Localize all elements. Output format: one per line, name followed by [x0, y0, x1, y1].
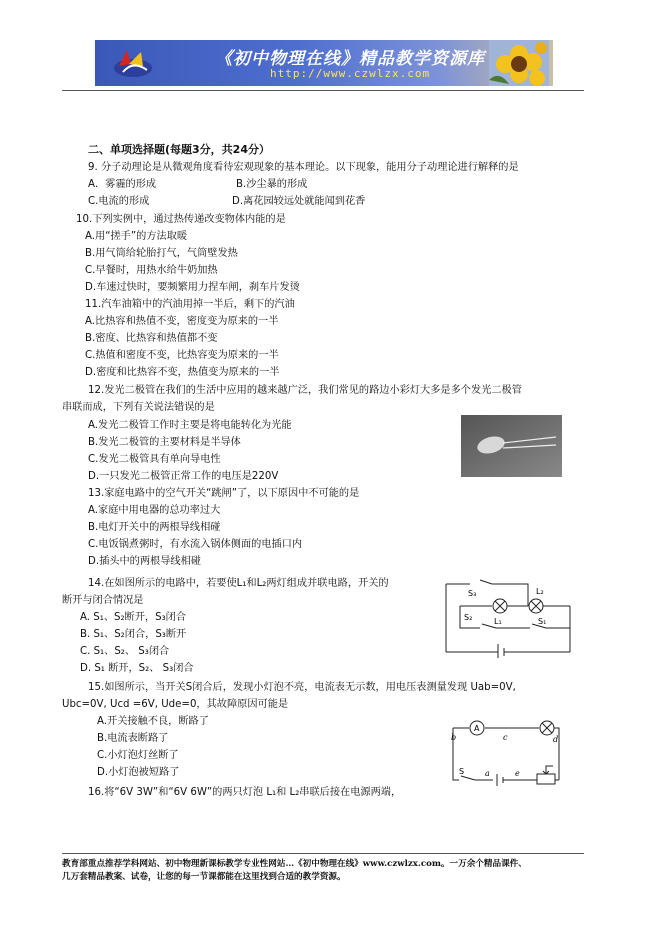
- label-c: c: [503, 733, 508, 742]
- q13-option-c: C.电饭锅煮粥时，有水流入锅体侧面的电插口内: [88, 539, 303, 550]
- label-a: a: [485, 769, 490, 778]
- label-s: S: [459, 767, 465, 776]
- q15-option-a: A.开关接触不良，断路了: [97, 716, 209, 727]
- q12-option-a: A.发光二极管工作时主要是将电能转化为光能: [88, 420, 292, 431]
- q11-stem: 11.汽车油箱中的汽油用掉一半后，剩下的汽油: [85, 299, 295, 310]
- q12-stem: 12.发光二极管在我们的生活中应用的越来越广泛，我们常见的路边小彩灯大多是多个发光二极管: [88, 385, 522, 396]
- q10-option-a: A.用“搓手”的方法取暖: [85, 231, 188, 242]
- footer-line-2: 几万套精品教案、试卷，让您的每一节课都能在这里找到合适的教学资源。: [62, 872, 346, 882]
- q10-option-c: C.早餐时，用热水给牛奶加热: [85, 265, 218, 276]
- q16-stem: 16.将“6V 3W”和“6V 6W”的两只灯泡 L₁和 L₂串联后接在电源两端，: [88, 787, 402, 798]
- q12-stem-cont: 串联而成，下列有关说法错误的是: [62, 402, 215, 413]
- q13-option-a: A.家庭中用电器的总功率过大: [88, 505, 221, 516]
- label-s2: S₂: [464, 613, 473, 622]
- site-logo-icon: [113, 46, 153, 80]
- led-icon: [461, 415, 562, 477]
- section-heading: 二、单项选择题(每题3分，共24分）: [88, 143, 270, 156]
- switch-s3-icon: [446, 580, 500, 584]
- q12-option-c: C.发光二极管具有单向导电性: [88, 454, 221, 465]
- label-l2: L₂: [536, 587, 544, 596]
- footer-rule: [62, 853, 584, 854]
- circuit-diagram-q15: [447, 718, 565, 790]
- banner-title: 《初中物理在线》精品教学资源库: [215, 49, 485, 69]
- circuit-diagram-q14: [440, 578, 576, 658]
- label-b: b: [451, 733, 457, 742]
- q10-option-b: B.用气筒给轮胎打气，气筒壁发热: [85, 248, 238, 259]
- q15-stem-cont: Ubc=0V, Ucd =6V, Ude=0，其故障原因可能是: [62, 699, 289, 710]
- label-s1: S₁: [538, 617, 547, 626]
- label-d: d: [553, 735, 559, 744]
- q14-option-b: B. S₁、S₂闭合，S₃断开: [80, 629, 187, 640]
- q12-option-d: D.一只发光二极管正常工作的电压是220V: [88, 471, 279, 482]
- q14-stem: 14.在如图所示的电路中，若要使L₁和L₂两灯组成并联电路，开关的: [88, 578, 389, 589]
- q14-option-c: C. S₁、S₂、 S₃闭合: [80, 646, 170, 657]
- q11-option-b: B.密度、比热容和热值都不变: [85, 333, 218, 344]
- q15-option-c: C.小灯泡灯丝断了: [97, 750, 179, 761]
- label-e: e: [515, 769, 520, 778]
- q15-option-d: D.小灯泡被短路了: [97, 767, 180, 778]
- q11-option-d: D.密度和比热容不变，热值变为原来的一半: [85, 367, 280, 378]
- q15-option-b: B.电流表断路了: [97, 733, 169, 744]
- q11-option-c: C.热值和密度不变，比热容变为原来的一半: [85, 350, 279, 361]
- q14-option-a: A. S₁、S₂断开，S₃闭合: [80, 612, 187, 623]
- q14-option-d: D. S₁ 断开，S₂、 S₃闭合: [80, 663, 194, 674]
- q13-stem: 13.家庭电路中的空气开关“跳闸”了，以下原因中不可能的是: [88, 488, 360, 499]
- label-s3: S₃: [468, 589, 477, 598]
- q11-option-a: A.比热容和热值不变，密度变为原来的一半: [85, 316, 279, 327]
- label-l1: L₁: [494, 617, 502, 626]
- q9-option-a: A．雾霾的形成: [88, 179, 157, 190]
- header-rule: [62, 90, 584, 91]
- header-banner: [95, 40, 553, 86]
- q9-option-c: C.电流的形成: [88, 196, 150, 207]
- q13-option-b: B.电灯开关中的两根导线相碰: [88, 522, 221, 533]
- q10-option-d: D.车速过快时，要频繁用力捏车闸，刹车片发烫: [85, 282, 300, 293]
- led-photo: [461, 415, 562, 477]
- q15-stem: 15.如图所示，当开关S闭合后，发现小灯泡不亮，电流表无示数，用电压表测量发现 Uab=0V,: [88, 682, 516, 693]
- q14-stem-cont: 断开与闭合情况是: [62, 595, 144, 606]
- q9-option-d: D.离花园较远处就能闻到花香: [232, 196, 366, 207]
- footer-line-1: 教育部重点推荐学科网站、初中物理新课标教学专业性网站…《初中物理在线》www.czwlzx.com。一万余个精品课件、: [62, 859, 527, 869]
- q12-option-b: B.发光二极管的主要材料是半导体: [88, 437, 241, 448]
- q13-option-d: D.插头中的两根导线相碰: [88, 556, 201, 567]
- label-ammeter: A: [474, 724, 480, 733]
- q9-option-b: B.沙尘暴的形成: [236, 179, 308, 190]
- banner-url[interactable]: http://www.czwlzx.com: [270, 67, 431, 80]
- rheostat-icon: [537, 774, 555, 784]
- q9-stem: 9. 分子动理论是从微观角度看待宏观现象的基本理论。以下现象，能用分子动理论进行解释的是: [88, 162, 519, 173]
- footer: [62, 858, 592, 884]
- q10-stem: 10.下列实例中，通过热传递改变物体内能的是: [76, 214, 286, 225]
- sunflower-icon: [489, 40, 549, 86]
